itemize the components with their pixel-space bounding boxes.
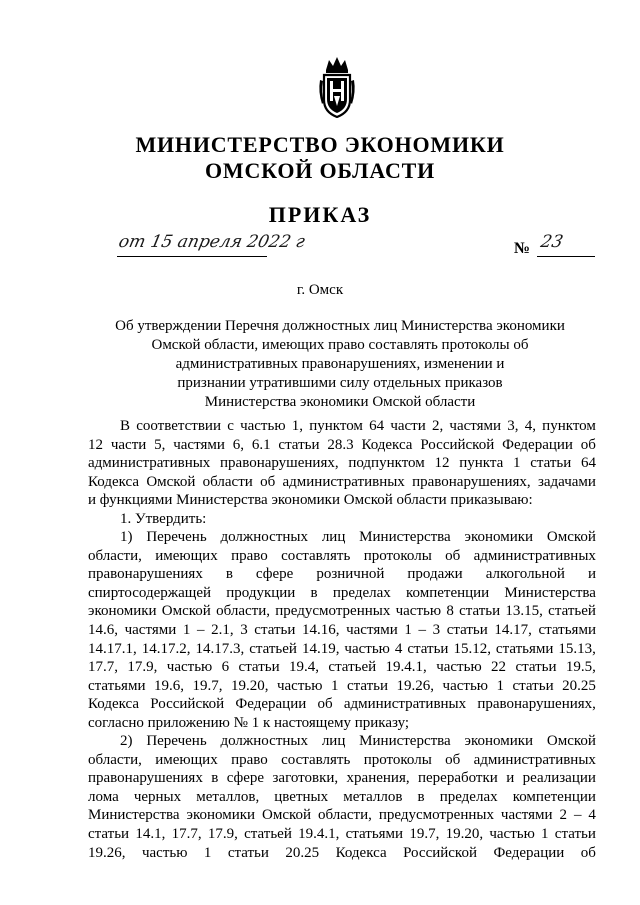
order-date-field	[116, 232, 307, 257]
order-date-handwritten: от 15 апреля 2022 г	[116, 232, 307, 252]
ministry-name-line1: МИНИСТЕРСТВО ЭКОНОМИКИ	[135, 132, 505, 157]
subject-line: Об утверждении Перечня должностных лиц Министерства экономики	[115, 318, 565, 334]
body-line: правонарушениях в сфере розничной продажи алкогольной и	[88, 566, 596, 583]
body-line: области, имеющих право составлять протоколы об административных	[88, 547, 596, 564]
body-line: 14.6, частями 1 – 2.1, 3 статьи 14.16, частями 1 – 3 статьи 14.17, статьями	[88, 622, 596, 639]
body-line: 14.17.1, 14.17.2, 14.17.3, статьей 14.19, частью 4 статьи 15.12, статьями 15.13,	[88, 640, 596, 657]
order-number-sign: №	[514, 240, 531, 257]
body-line: лома черных металлов, цветных металлов в пределах компетенции	[88, 788, 596, 805]
body-line: Кодекса Омской области об административных правонарушениях, задачами	[88, 473, 596, 490]
subject-line: Министерства экономики Омской области	[204, 394, 476, 410]
order-number-field	[537, 232, 595, 257]
body-line: согласно приложению № 1 к настоящему приказу;	[88, 714, 410, 731]
body-line: административных правонарушениях, подпунктом 12 пункта 1 статьи 64	[88, 455, 596, 472]
body-line: статьи 14.1, 17.7, 17.9, статьей 19.4.1, статьями 19.7, 19.20, частью 1 статьи	[88, 826, 596, 843]
body-line: 19.26, частью 1 статьи 20.25 Кодекса Российской Федерации об	[88, 844, 596, 861]
body-line: статьями 19.6, 19.7, 19.20, частью 1 статьи 19.26, частью 1 статьи 20.25	[88, 677, 596, 694]
body-line: Министерства экономики Омской области, предусмотренных частями 2 – 4	[88, 807, 596, 824]
body-line: правонарушениях в сфере заготовки, хранения, переработки и реализации	[88, 770, 596, 787]
body-line: спиртосодержащей продукции в пределах компетенции Министерства	[88, 584, 596, 601]
omsk-coat-of-arms-icon	[318, 56, 356, 118]
body-line: 2) Перечень должностных лиц Министерства экономики Омской	[120, 733, 596, 750]
body-line: области, имеющих право составлять протоколы об административных	[88, 751, 596, 768]
subject-line: Омской области, имеющих право составлять протоколы об	[151, 337, 529, 353]
subject-line: признании утратившими силу отдельных приказов	[177, 375, 503, 391]
body-line: и функциями Министерства экономики Омской области приказываю:	[88, 492, 533, 509]
body-line: 17.7, 17.9, частью 6 статьи 19.4, статьей 19.4.1, частью 22 статьи 19.5,	[88, 659, 596, 676]
ministry-name-line2: ОМСКОЙ ОБЛАСТИ	[204, 158, 436, 183]
subject-line: административных правонарушениях, изменении и	[175, 356, 505, 372]
body-line: экономики Омской области, предусмотренных частью 8 статьи 13.15, статьей	[88, 603, 596, 620]
body-line: 1) Перечень должностных лиц Министерства экономики Омской	[120, 529, 596, 546]
order-subject	[96, 317, 584, 412]
body-line: 12 части 5, частями 6, 6.1 статьи 28.3 Кодекса Российской Федерации об	[88, 436, 596, 453]
order-number-handwritten: 23	[538, 232, 565, 252]
body-line: 1. Утвердить:	[120, 510, 207, 527]
order-title: ПРИКАЗ	[268, 202, 372, 227]
order-body-text	[88, 417, 596, 862]
city-line: г. Омск	[296, 282, 344, 298]
body-line: В соответствии с частью 1, пунктом 64 части 2, частями 3, 4, пунктом	[120, 418, 596, 434]
body-line: Кодекса Российской Федерации об административных правонарушениях,	[88, 696, 596, 713]
